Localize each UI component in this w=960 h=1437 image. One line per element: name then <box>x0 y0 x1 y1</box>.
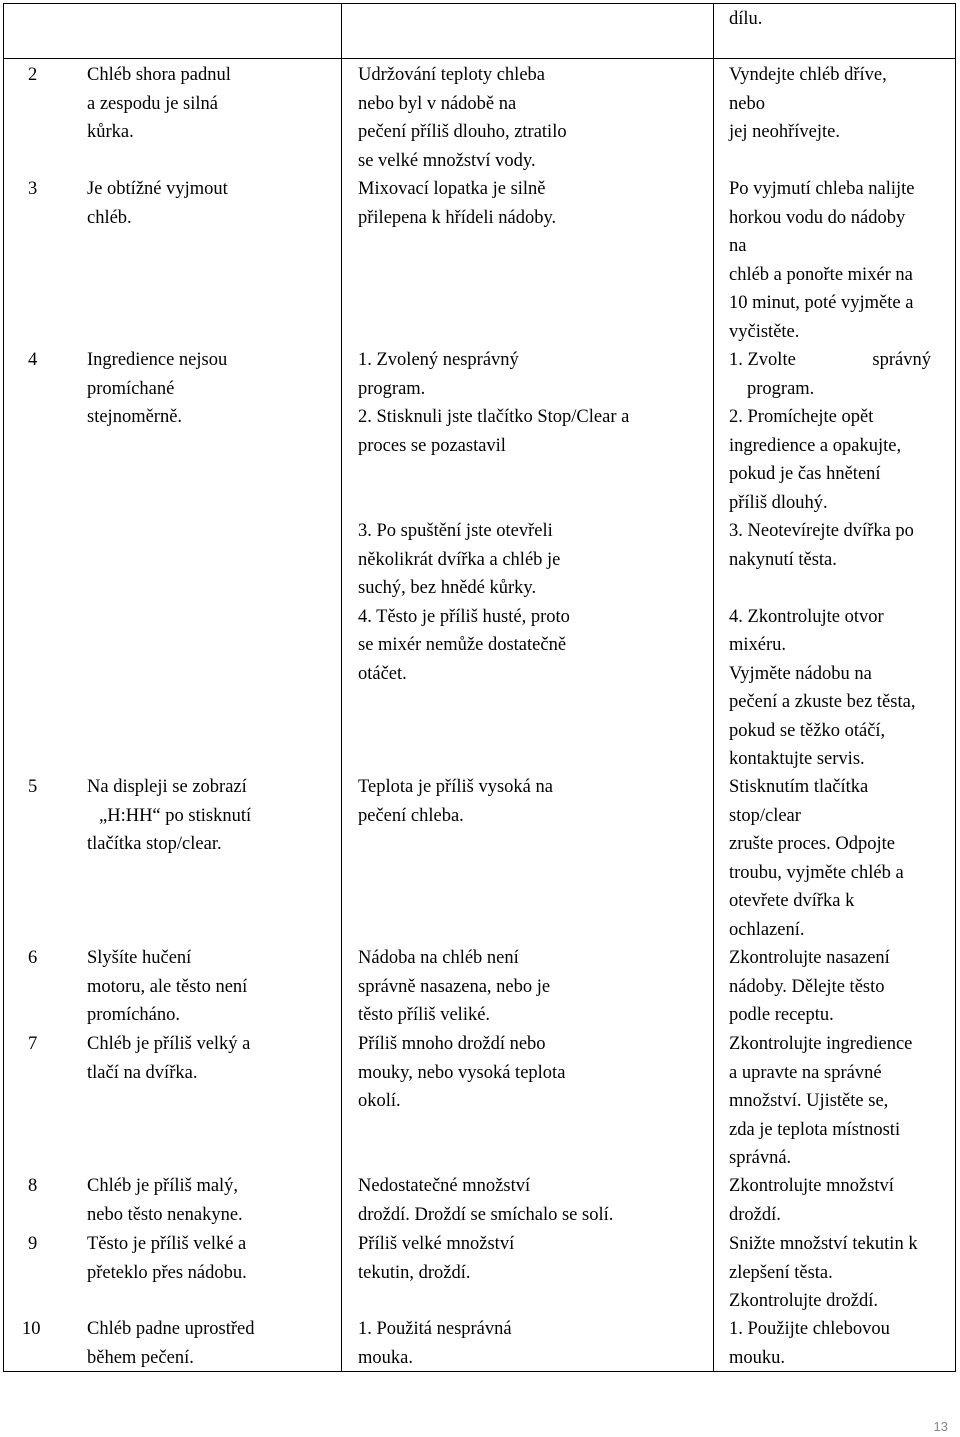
column-divider-1 <box>341 3 342 1372</box>
problem-cell: Chléb padne uprostřed během pečení. <box>87 1319 255 1368</box>
solution-cell: Po vyjmutí chleba nalijte horkou vodu do nádoby na chléb a ponořte mixér na 10 minut, poté vyjměte a vyčistěte. <box>729 179 915 342</box>
problem-cell: Chléb shora padnul a zespodu je silná kůrka. <box>87 65 231 142</box>
solution-cell: Zkontrolujte ingredience a upravte na správné množství. Ujistěte se, zda je teplota místnosti správná. <box>729 1034 913 1168</box>
problem-cell: Slyšíte hučení motoru, ale těsto není promícháno. <box>87 948 248 1025</box>
row-number: 2 <box>28 65 38 85</box>
solution-cell: Stisknutím tlačítka stop/clear zrušte proces. Odpojte troubu, vyjměte chléb a otevřete dvířka k ochlazení. <box>729 777 904 940</box>
row-number: 10 <box>22 1319 41 1339</box>
row-number: 6 <box>28 948 38 968</box>
cause-cell: Udržování teploty chleba nebo byl v nádobě na pečení příliš dlouho, ztratilo se velké množství vody. <box>358 65 567 171</box>
cause-cell: Nedostatečné množství droždí. Droždí se smíchalo se solí. <box>358 1176 614 1225</box>
table-border-left <box>3 3 4 1372</box>
problem-cell: Na displeji se zobrazí „H:HH“ po stisknutí tlačítka stop/clear. <box>87 777 252 854</box>
cause-cell: 1. Zvolený nesprávný program. 2. Stisknuli jste tlačítko Stop/Clear a proces se pozastavil <box>358 350 630 456</box>
row-number: 7 <box>28 1034 38 1054</box>
row-divider-top <box>3 58 956 59</box>
cause-cell: 3. Po spuštění jste otevřeli několikrát dvířka a chléb je suchý, bez hnědé kůrky. 4. Těsto je příliš husté, proto se mixér nemůže dostatečně otáčet. <box>358 521 570 684</box>
table-border-top <box>3 3 956 4</box>
page-number: 13 <box>933 1419 948 1434</box>
cause-cell: 1. Použitá nesprávná mouka. <box>358 1319 512 1368</box>
problem-cell: Je obtížné vyjmout chléb. <box>87 179 228 228</box>
problem-cell: Ingredience nejsou promíchané stejnoměrně. <box>87 350 228 427</box>
solution-cell: 1. Použijte chlebovou mouku. <box>729 1319 890 1368</box>
cause-cell: Příliš mnoho droždí nebo mouky, nebo vysoká teplota okolí. <box>358 1034 566 1111</box>
cause-cell: Teplota je příliš vysoká na pečení chleba. <box>358 777 553 826</box>
table-border-right <box>955 3 956 1372</box>
solution-cell: Vyndejte chléb dříve, nebo jej neohřívejte. <box>729 65 887 142</box>
row-number: 4 <box>28 350 38 370</box>
problem-cell: Těsto je příliš velké a přeteklo přes nádobu. <box>87 1234 247 1283</box>
solution-cell: 1. Zvolte správný program. 2. Promíchejte opět ingredience a opakujte, pokud je čas hnětení příliš dlouhý. <box>729 350 931 513</box>
cause-cell: Příliš velké množství tekutin, droždí. <box>358 1234 515 1283</box>
cause-cell: Nádoba na chléb není správně nasazena, nebo je těsto příliš veliké. <box>358 948 551 1025</box>
cause-cell: Mixovací lopatka je silně přilepena k hřídeli nádoby. <box>358 179 557 228</box>
solution-cell: Zkontrolujte nasazení nádoby. Dělejte těsto podle receptu. <box>729 948 890 1025</box>
row-number: 5 <box>28 777 38 797</box>
problem-cell: Chléb je příliš velký a tlačí na dvířka. <box>87 1034 251 1083</box>
solution-cell: 3. Neotevírejte dvířka po nakynutí těsta. 4. Zkontrolujte otvor mixéru. Vyjměte nádobu na pečení a zkuste bez těsta, pokud se těžko otáčí, kontaktujte servis. <box>729 521 916 769</box>
row-number: 9 <box>28 1234 38 1254</box>
row-number: 8 <box>28 1176 38 1196</box>
header-continuation-text: dílu. <box>729 9 763 29</box>
solution-cell: Zkontrolujte množství droždí. <box>729 1176 894 1225</box>
row-number: 3 <box>28 179 38 199</box>
problem-cell: Chléb je příliš malý, nebo těsto nenakyne. <box>87 1176 243 1225</box>
solution-cell: Snižte množství tekutin k zlepšení těsta. Zkontrolujte droždí. <box>729 1234 918 1311</box>
column-divider-2 <box>713 3 714 1372</box>
